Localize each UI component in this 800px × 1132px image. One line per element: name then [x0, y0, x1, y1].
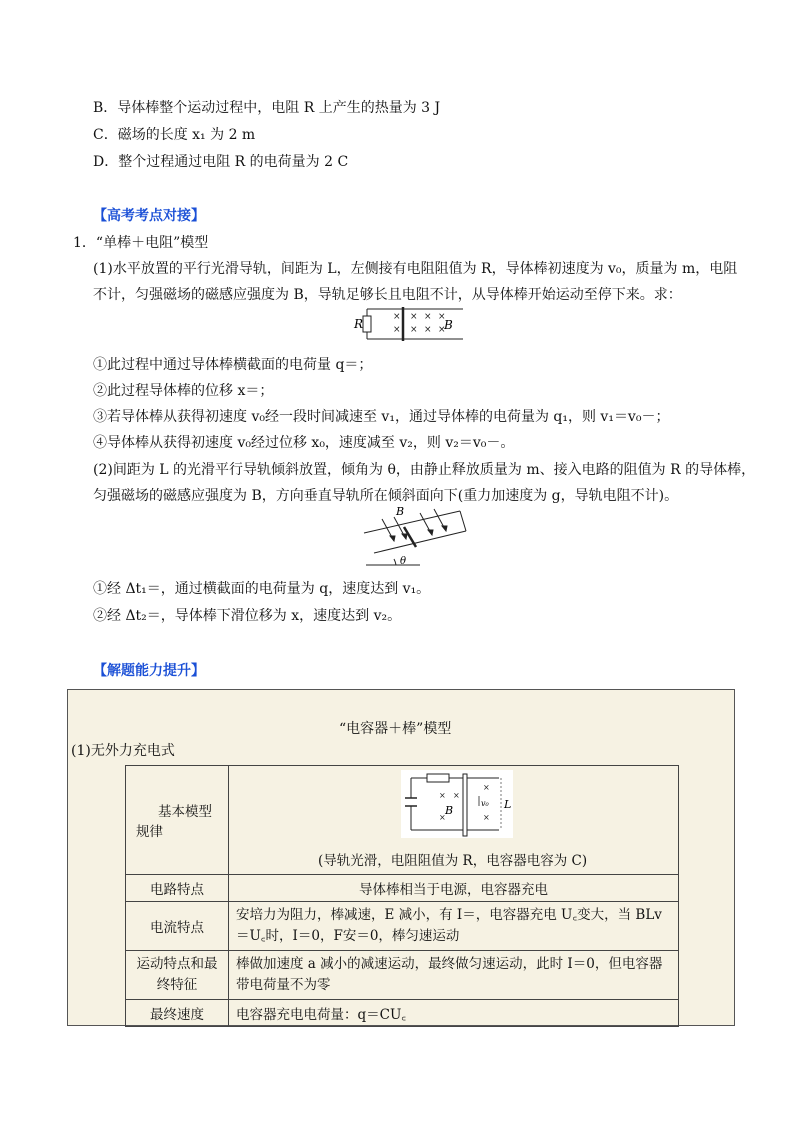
question-3: ③若导体棒从获得初速度 v₀经一段时间减速至 v₁，通过导体棒的电荷量为 q₁，则 v₁＝v₀－；: [93, 409, 670, 425]
option-b: B．导体棒整个运动过程中，电阻 R 上产生的热量为 3 J: [93, 100, 441, 116]
row-content: 安培力为阻力，棒减速，E 减小，有 I＝，电容器充电 U꜀变大，当 BLv＝U꜀时，I＝0，F安＝0，棒匀速运动: [229, 902, 679, 951]
svg-text:×: ×: [393, 312, 401, 322]
svg-text:×: ×: [439, 813, 446, 822]
question-6: ②经 Δt₂＝，导体棒下滑位移为 x，速度达到 v₂。: [93, 608, 402, 624]
fig3-label-v0: v₀: [481, 799, 489, 808]
svg-text:×: ×: [438, 325, 446, 335]
svg-text:×: ×: [483, 813, 490, 822]
question-2: ②此过程导体棒的位移 x＝；: [93, 383, 274, 399]
svg-text:×: ×: [483, 783, 490, 792]
paragraph-2-line-2: 匀强磁场的磁感应强度为 B，方向垂直导轨所在倾斜面向下(重力加速度为 g，导轨电阻不计)。: [93, 488, 679, 504]
table-row: [126, 766, 679, 875]
question-4: ④导体棒从获得初速度 v₀经过位移 x₀，速度减至 v₂，则 v₂＝v₀－。: [93, 435, 515, 451]
option-d: D．整个过程通过电阻 R 的电荷量为 2 C: [93, 154, 349, 170]
svg-text:×: ×: [438, 312, 446, 322]
fig3-label-l: L: [504, 798, 512, 811]
question-5: ①经 Δt₁＝，通过横截面的电荷量为 q，速度达到 v₁。: [93, 581, 431, 597]
question-1: ①此过程中通过导体棒横截面的电荷量 q＝；: [93, 357, 373, 373]
svg-text:×: ×: [439, 791, 446, 800]
box-title: “电容器＋棒”模型: [339, 721, 452, 737]
row-content: [229, 766, 679, 875]
svg-text:×: ×: [424, 312, 432, 322]
svg-text:×: ×: [424, 325, 432, 335]
item-title-single-rod: 1．“单棒＋电阻”模型: [73, 235, 209, 251]
fig2-label-theta: θ: [400, 556, 407, 567]
table-row: [126, 1000, 679, 1027]
fig2-label-b: B: [396, 505, 405, 518]
row-content: 导体棒相当于电源，电容器充电: [229, 875, 679, 902]
option-c: C．磁场的长度 x₁ 为 2 m: [93, 127, 256, 143]
row-head: 电路特点: [126, 875, 229, 902]
box-subtitle: (1)无外力充电式: [71, 743, 175, 759]
model-box: [67, 689, 735, 1026]
figure-capacitor-rod: [401, 770, 513, 842]
section-heading-exam-points: 【高考考点对接】: [93, 208, 205, 224]
row-head: 运动特点和最终特征: [126, 951, 229, 1000]
row-content: 电容器充电电荷量：q＝CU꜀: [229, 1000, 679, 1027]
model-table: [125, 765, 679, 1027]
svg-text:×: ×: [410, 325, 418, 335]
paragraph-2-line-1: (2)间距为 L 的光滑平行导轨倾斜放置，倾角为 θ，由静止释放质量为 m、接入电路的阻值为 R 的导体棒，: [93, 462, 756, 478]
row-content-text: (导轨光滑，电阻阻值为 R，电容器电容为 C): [318, 853, 588, 869]
row-head: 电流特点: [126, 902, 229, 951]
figure-inclined-rails: [360, 505, 470, 571]
fig1-label-b: B: [444, 318, 453, 332]
table-row: [126, 951, 679, 1000]
fig3-label-b: B: [445, 804, 454, 817]
table-row: [126, 875, 679, 902]
row-content: 棒做加速度 a 减小的减速运动，最终做匀速运动，此时 I＝0，但电容器带电荷量不为零: [229, 951, 679, 1000]
svg-text:×: ×: [453, 791, 460, 800]
fig1-label-r: R: [354, 317, 364, 331]
svg-text:×: ×: [393, 325, 401, 335]
svg-text:×: ×: [410, 312, 418, 322]
paragraph-1-line-1: (1)水平放置的平行光滑导轨，间距为 L，左侧接有电阻阻值为 R，导体棒初速度为 v₀，质量为 m，电阻: [93, 261, 738, 277]
row-head: 基本模型 规律: [126, 766, 229, 875]
figure-rail-resistor: [353, 305, 465, 349]
section-heading-ability: 【解题能力提升】: [93, 663, 205, 679]
row-head: 最终速度: [126, 1000, 229, 1027]
paragraph-1-line-2: 不计，匀强磁场的磁感应强度为 B，导轨足够长且电阻不计，从导体棒开始运动至停下来。求：: [93, 287, 682, 303]
table-row: [126, 902, 679, 951]
